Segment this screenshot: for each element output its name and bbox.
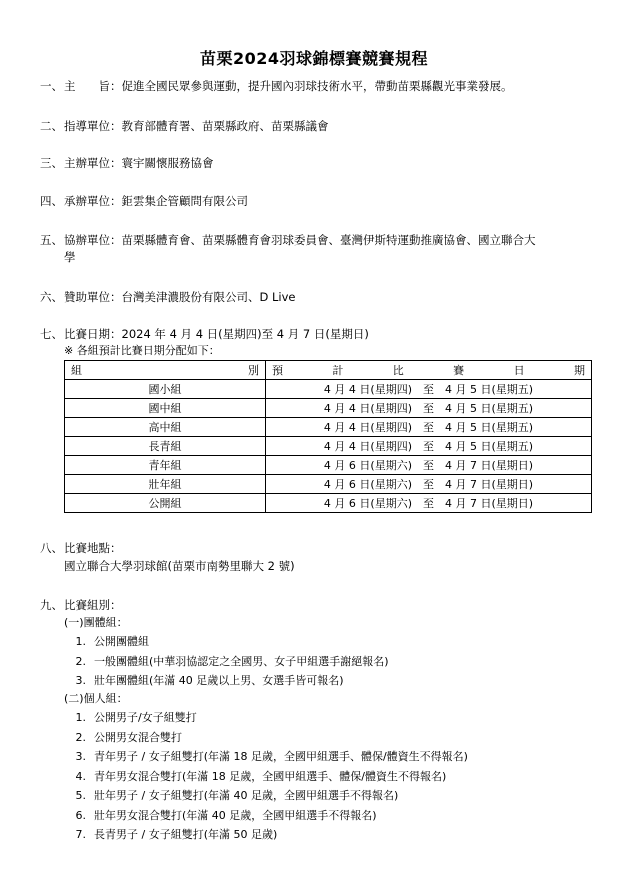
section-number: 四、 bbox=[40, 194, 63, 208]
list-item-text: 公開團體組 bbox=[94, 635, 149, 648]
team-list bbox=[64, 632, 389, 691]
section-text: 苗栗縣體育會、苗栗縣體育會羽球委員會、臺灣伊斯特運動推廣協會、國立聯合大 bbox=[121, 233, 536, 247]
list-item-number: 7. bbox=[75, 828, 86, 841]
venue-text: 國立聯合大學羽球館(苗栗市南勢里聯大 2 號) bbox=[64, 559, 295, 573]
table-row bbox=[65, 380, 592, 399]
section-number: 六、 bbox=[40, 290, 63, 304]
list-item-number: 1. bbox=[75, 711, 86, 724]
date-cell: 4 月 6 日(星期六) 至 4 月 7 日(星期日) bbox=[266, 475, 592, 494]
section-number: 三、 bbox=[40, 156, 63, 170]
section-text-continued: 學 bbox=[64, 250, 76, 264]
list-item-number: 6. bbox=[75, 808, 86, 822]
list-item bbox=[64, 806, 468, 826]
section-number: 五、 bbox=[40, 233, 63, 247]
date-cell: 4 月 4 日(星期四) 至 4 月 5 日(星期五) bbox=[266, 418, 592, 437]
section-label: 承辦單位： bbox=[64, 194, 122, 208]
schedule-table bbox=[64, 360, 592, 513]
section-executor bbox=[40, 193, 248, 210]
header-date-char: 比 bbox=[392, 364, 404, 377]
table-row bbox=[65, 475, 592, 494]
header-date-char: 期 bbox=[573, 364, 585, 377]
individual-list bbox=[64, 708, 468, 845]
list-item-text: 青年男子 / 女子組雙打(年滿 18 足歲，全國甲組選手、體保/體資生不得報名) bbox=[94, 750, 468, 763]
list-item-text: 一般團體組(中華羽協認定之全國男、女子甲組選手謝絕報名) bbox=[94, 654, 389, 668]
list-item-number: 2. bbox=[75, 654, 86, 668]
section-coorganizer bbox=[40, 232, 536, 266]
section-text: 2024 年 4 月 4 日(星期四)至 4 月 7 日(星期日) bbox=[121, 327, 369, 341]
list-item-number: 3. bbox=[75, 674, 86, 687]
list-item-text: 壯年男子 / 女子組雙打(年滿 40 足歲，全國甲組選手不得報名) bbox=[94, 789, 399, 802]
header-date-char: 賽 bbox=[453, 364, 465, 377]
list-item bbox=[64, 671, 389, 691]
section-number: 九、 bbox=[40, 598, 63, 612]
section-number: 八、 bbox=[40, 541, 63, 555]
list-item-number: 4. bbox=[75, 769, 86, 783]
table-row bbox=[65, 399, 592, 418]
header-date bbox=[266, 361, 592, 380]
group-cell: 高中組 bbox=[65, 418, 266, 437]
section-label: 指導單位： bbox=[64, 119, 122, 133]
list-item bbox=[64, 747, 468, 767]
list-item bbox=[64, 632, 389, 652]
date-cell: 4 月 4 日(星期四) 至 4 月 5 日(星期五) bbox=[266, 380, 592, 399]
section-number: 七、 bbox=[40, 327, 63, 341]
list-item-number: 3. bbox=[75, 750, 86, 763]
section-venue bbox=[40, 540, 122, 557]
section-groups bbox=[40, 597, 122, 614]
table-row bbox=[65, 494, 592, 513]
group-cell: 青年組 bbox=[65, 456, 266, 475]
header-group-char: 組 bbox=[71, 364, 82, 377]
date-cell: 4 月 6 日(星期六) 至 4 月 7 日(星期日) bbox=[266, 494, 592, 513]
section-label: 比賽地點： bbox=[64, 541, 122, 555]
header-group bbox=[65, 361, 266, 380]
section-sponsor bbox=[40, 289, 296, 306]
group-cell: 國小組 bbox=[65, 380, 266, 399]
table-row bbox=[65, 418, 592, 437]
group-cell: 國中組 bbox=[65, 399, 266, 418]
date-cell: 4 月 4 日(星期四) 至 4 月 5 日(星期五) bbox=[266, 437, 592, 456]
section-organizer bbox=[40, 155, 214, 172]
individual-heading: (二)個人組： bbox=[64, 692, 128, 705]
list-item bbox=[64, 825, 468, 845]
list-item bbox=[64, 652, 389, 672]
list-item-number: 5. bbox=[75, 789, 86, 802]
list-item-text: 長青男子 / 女子組雙打(年滿 50 足歲) bbox=[94, 828, 278, 841]
header-date-char: 計 bbox=[332, 364, 344, 377]
list-item bbox=[64, 708, 468, 728]
list-item-text: 壯年團體組(年滿 40 足歲以上男、女選手皆可報名) bbox=[94, 674, 344, 687]
group-cell: 長青組 bbox=[65, 437, 266, 456]
section-text: 寰宇關懷服務協會 bbox=[121, 156, 214, 170]
table-header-row bbox=[65, 361, 592, 380]
section-guidance bbox=[40, 118, 329, 135]
section-number: 二、 bbox=[40, 119, 63, 133]
section-number: 一、 bbox=[40, 79, 63, 93]
list-item-text: 壯年男女混合雙打(年滿 40 足歲，全國甲組選手不得報名) bbox=[94, 808, 377, 822]
group-cell: 壯年組 bbox=[65, 475, 266, 494]
table-row bbox=[65, 437, 592, 456]
list-item-text: 公開男子/女子組雙打 bbox=[94, 711, 197, 724]
list-item bbox=[64, 786, 468, 806]
team-heading: (一)團體組： bbox=[64, 616, 128, 629]
section-label: 協辦單位： bbox=[64, 233, 122, 247]
list-item bbox=[64, 767, 468, 787]
section-label: 主 旨： bbox=[64, 79, 122, 93]
section-text: 鉅雲集企管顧問有限公司 bbox=[121, 194, 248, 208]
date-cell: 4 月 6 日(星期六) 至 4 月 7 日(星期日) bbox=[266, 456, 592, 475]
table-row bbox=[65, 456, 592, 475]
section-dates bbox=[40, 326, 369, 343]
date-cell: 4 月 4 日(星期四) 至 4 月 5 日(星期五) bbox=[266, 399, 592, 418]
section-text: 促進全國民眾參與運動，提升國內羽球技術水平，帶動苗栗縣觀光事業發展。 bbox=[121, 79, 513, 93]
list-item-number: 2. bbox=[75, 730, 86, 744]
header-date-char: 預 bbox=[272, 364, 283, 377]
list-item-text: 青年男女混合雙打(年滿 18 足歲，全國甲組選手、體保/體資生不得報名) bbox=[94, 769, 447, 783]
section-purpose bbox=[40, 78, 513, 95]
group-cell: 公開組 bbox=[65, 494, 266, 513]
section-text: 台灣美津濃股份有限公司、D Live bbox=[121, 290, 296, 304]
header-group-char: 別 bbox=[248, 364, 259, 377]
list-item-text: 公開男女混合雙打 bbox=[94, 730, 182, 744]
section-label: 主辦單位： bbox=[64, 156, 122, 170]
schedule-note: ※ 各組預計比賽日期分配如下： bbox=[64, 344, 220, 357]
list-item-number: 1. bbox=[75, 635, 86, 648]
header-date-char: 日 bbox=[513, 364, 525, 377]
list-item bbox=[64, 728, 468, 748]
section-label: 贊助單位： bbox=[64, 290, 122, 304]
section-label: 比賽日期： bbox=[64, 327, 122, 341]
section-label: 比賽組別： bbox=[64, 598, 122, 612]
section-text: 教育部體育署、苗栗縣政府、苗栗縣議會 bbox=[121, 119, 329, 133]
document-title: 苗栗2024羽球錦標賽競賽規程 bbox=[199, 49, 429, 68]
